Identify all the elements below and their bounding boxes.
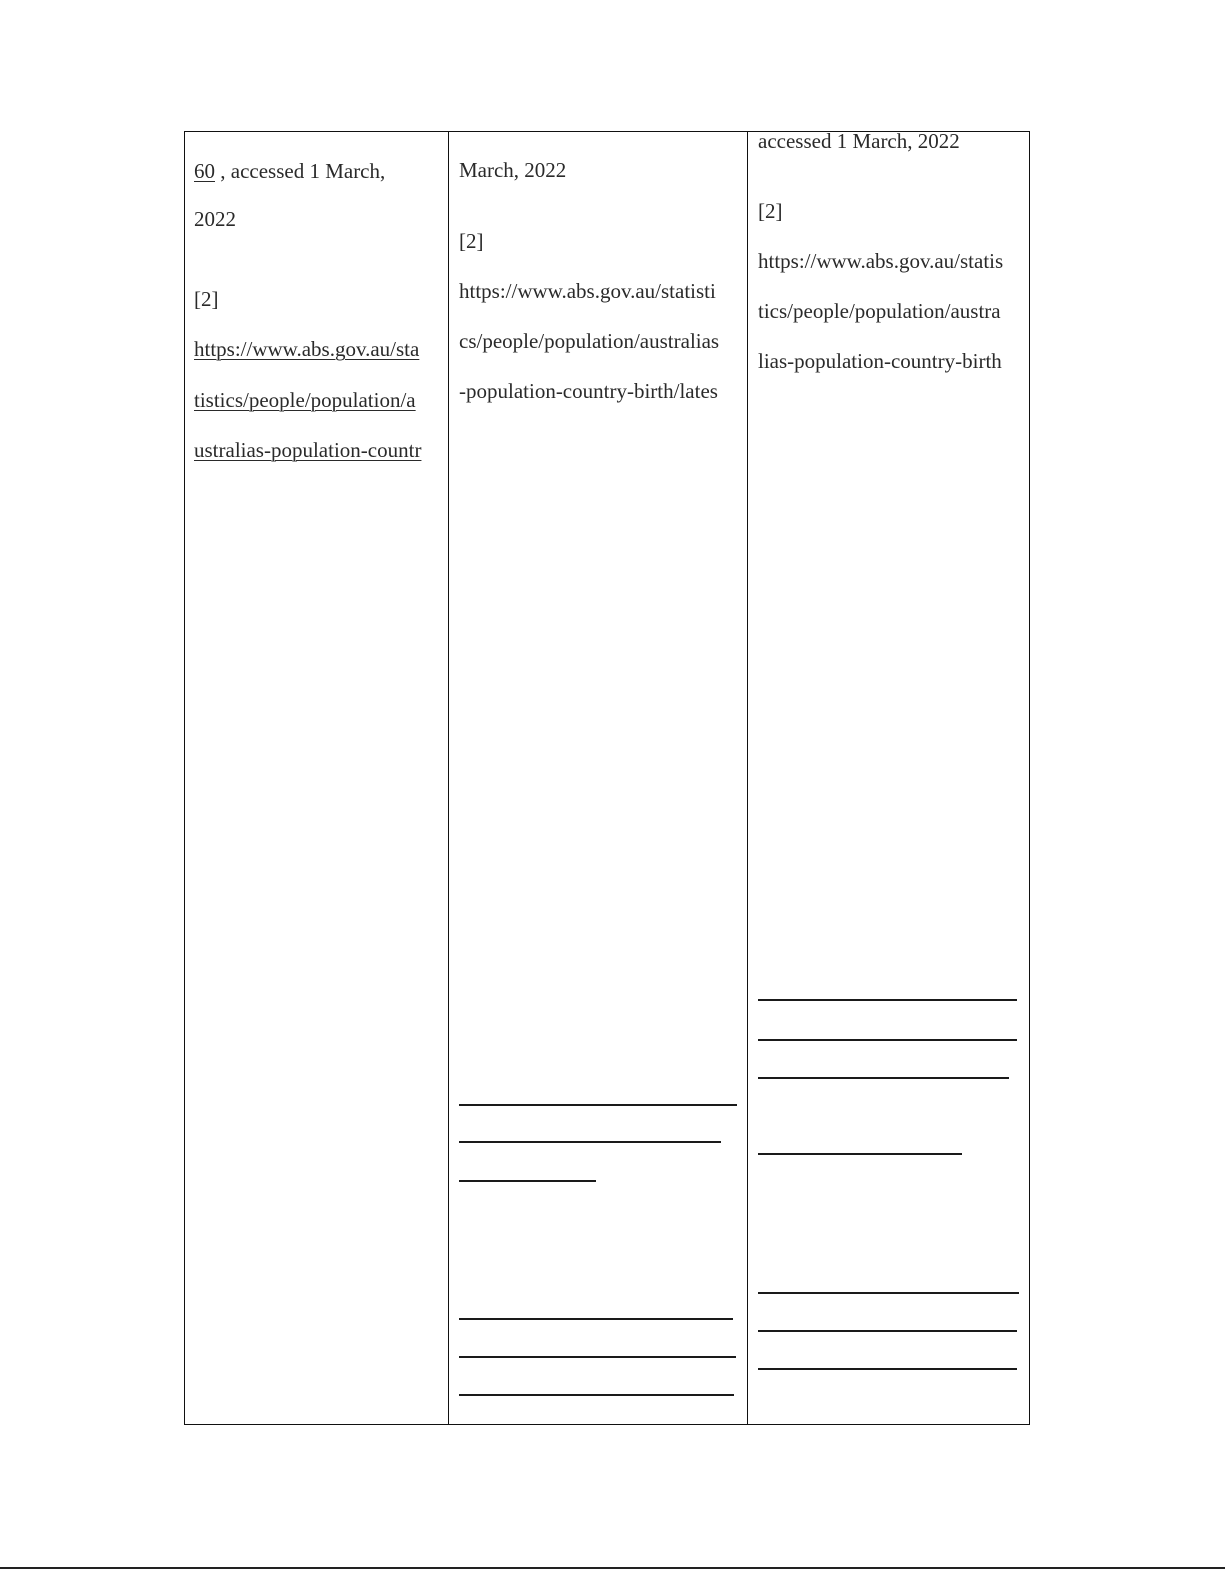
col2-url-line-1: https://www.abs.gov.au/statisti — [459, 279, 716, 303]
col3-blank-rule-5 — [758, 1292, 1019, 1294]
col3-url-line-2: tics/people/population/austra — [758, 299, 1001, 323]
col2-url-line-3: -population-country-birth/lates — [459, 379, 718, 403]
col1-url-line-3[interactable]: ustralias-population-countr — [194, 438, 422, 462]
col3-blank-rule-4 — [758, 1153, 962, 1155]
col3-blank-rule-2 — [758, 1039, 1017, 1041]
col2-blank-rule-2 — [459, 1141, 721, 1143]
col1-link-fragment[interactable]: 60 — [194, 159, 215, 183]
col1-url-line-1[interactable]: https://www.abs.gov.au/sta — [194, 337, 420, 361]
col3-url-line-3: lias-population-country-birth — [758, 349, 1002, 373]
col3-blank-rule-3 — [758, 1077, 1009, 1079]
page-bottom-edge — [0, 1567, 1225, 1569]
col3-url-line-1: https://www.abs.gov.au/statis — [758, 249, 1004, 273]
col2-blank-rule-3 — [459, 1180, 596, 1182]
col1-accessed-line — [194, 159, 385, 183]
column-divider-1 — [448, 132, 449, 1424]
col1-url-line-2[interactable]: tistics/people/population/a — [194, 388, 416, 412]
col1-year: 2022 — [194, 207, 236, 231]
col3-ref-marker: [2] — [758, 199, 783, 223]
col2-blank-rule-5 — [459, 1356, 736, 1358]
col2-blank-rule-1 — [459, 1104, 737, 1106]
col2-date: March, 2022 — [459, 158, 567, 182]
col1-accessed-text: , accessed 1 March, — [215, 159, 386, 183]
column-divider-2 — [747, 132, 748, 1424]
reference-table — [184, 131, 1030, 1425]
col2-blank-rule-6 — [459, 1394, 734, 1396]
col1-ref-marker: [2] — [194, 287, 219, 311]
col2-blank-rule-4 — [459, 1318, 733, 1320]
col3-blank-rule-1 — [758, 999, 1017, 1001]
col3-accessed-line: accessed 1 March, 2022 — [758, 131, 960, 153]
col3-blank-rule-7 — [758, 1368, 1017, 1370]
col3-blank-rule-6 — [758, 1330, 1017, 1332]
col2-url-line-2: cs/people/population/australias — [459, 329, 720, 353]
col2-ref-marker: [2] — [459, 229, 484, 253]
